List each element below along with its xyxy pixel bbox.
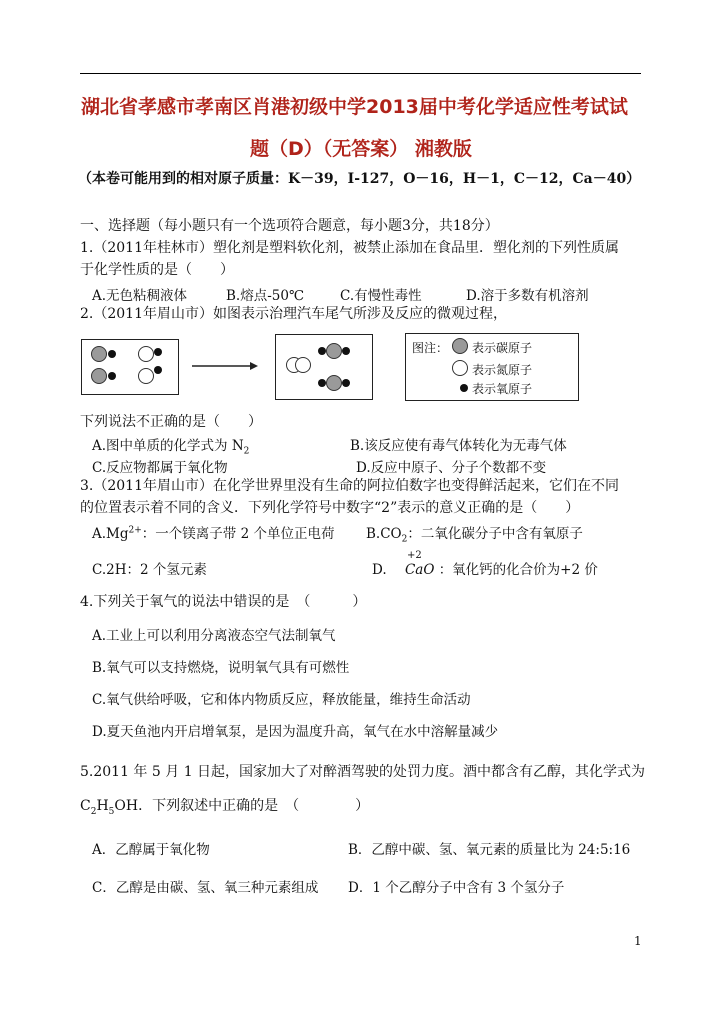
- q4-option-b: B.氧气可以支持燃烧，说明氧气具有可燃性: [92, 660, 350, 676]
- products-box: [275, 334, 373, 400]
- q1-option-c: C.有慢性毒性: [340, 288, 422, 304]
- q3-stem-line1: 3.（2011年眉山市）在化学世界里没有生命的阿拉伯数字也变得鲜活起来，它们在不同: [80, 478, 619, 494]
- reactants-box: [81, 339, 179, 395]
- q2-stem: 下列说法不正确的是（ ）: [80, 414, 262, 430]
- legend-carbon-label: 表示碳原子: [472, 341, 533, 355]
- nitrogen-atom-icon: [452, 360, 468, 376]
- oxygen-atom: [318, 347, 326, 355]
- q1-option-d: D.溶于多数有机溶剂: [466, 288, 589, 304]
- legend-nitrogen-label: 表示氮原子: [472, 363, 533, 377]
- q4-option-a: A.工业上可以利用分离液态空气法制氧气: [92, 628, 336, 644]
- q5-option-d: D．1 个乙醇分子中含有 3 个氢分子: [348, 880, 565, 896]
- q3-stem-line2: 的位置表示着不同的含义．下列化学符号中数字“2”表示的意义正确的是（ ）: [80, 500, 580, 516]
- q2-stem-line1: 2.（2011年眉山市）如图表示治理汽车尾气所涉及反应的微观过程，: [80, 306, 507, 322]
- valence-label: +2: [406, 550, 422, 561]
- q3-option-b: $B.CO_2$：二氧化碳分子中含有氧原子: [366, 526, 583, 545]
- atomic-mass-note: （本卷可能用到的相对原子质量：K－39，I-127，O－16，H－1，C－12，Ca－40）: [78, 171, 641, 187]
- oxygen-atom-icon: [460, 384, 468, 392]
- carbon-atom-icon: [452, 338, 468, 354]
- cao-formula: +2 CaO: [404, 550, 435, 578]
- oxygen-atom: [108, 350, 116, 358]
- nitrogen-atom: [138, 346, 154, 362]
- q4-option-c: C.氧气供给呼吸，它和体内物质反应，释放能量，维持生命活动: [92, 692, 471, 708]
- q2-option-d: D.反应中原子、分子个数都不变: [356, 460, 547, 476]
- oxygen-atom: [318, 379, 326, 387]
- q2-option-c: C.反应物都属于氧化物: [92, 460, 228, 476]
- oxygen-atom: [108, 372, 116, 380]
- q5-stem-line2: $C_2H_5OH$．下列叙述中正确的是 （ ）: [80, 798, 370, 817]
- carbon-atom: [91, 346, 107, 362]
- q3-option-c: C.2H：2 个氢元素: [92, 562, 207, 578]
- carbon-atom: [326, 343, 342, 359]
- q5-stem-line1: 5.2011 年 5 月 1 日起，国家加大了对醉酒驾驶的处罚力度。酒中都含有乙醇，其化学式为: [80, 764, 646, 780]
- oxygen-atom: [154, 366, 162, 374]
- q1-stem-line2: 于化学性质的是（ ）: [80, 262, 234, 278]
- oxygen-atom: [154, 348, 162, 356]
- q5-option-b: B．乙醇中碳、氢、氧元素的质量比为 24:5:16: [348, 842, 631, 858]
- q5-option-c: C．乙醇是由碳、氢、氧三种元素组成: [92, 880, 319, 896]
- document-title-line1: 湖北省孝感市孝南区肖港初级中学2013届中考化学适应性考试试: [81, 96, 628, 118]
- q3-option-a: $A.Mg^{2+}$：一个镁离子带 2 个单位正电荷: [92, 525, 335, 542]
- diagram-legend: [405, 333, 579, 401]
- q2-option-b: B.该反应使有毒气体转化为无毒气体: [350, 438, 567, 454]
- section-heading: 一、选择题（每小题只有一个选项符合题意，每小题3分，共18分）: [80, 218, 499, 234]
- document-title-line2: 题（D）（无答案） 湘教版: [250, 138, 472, 160]
- oxygen-atom: [342, 347, 350, 355]
- q1-option-a: A.无色粘稠液体: [92, 288, 188, 304]
- carbon-atom: [326, 375, 342, 391]
- q3-option-d: D. +2 CaO ：氧化钙的化合价为+2 价: [372, 550, 598, 578]
- nitrogen-atom: [138, 368, 154, 384]
- page-number: 1: [634, 934, 642, 948]
- q1-option-b: B.熔点-50℃: [226, 288, 305, 304]
- q4-option-d: D.夏天鱼池内开启增氧泵，是因为温度升高，氧气在水中溶解量减少: [92, 724, 499, 740]
- nitrogen-atom: [295, 357, 311, 373]
- oxygen-atom: [342, 379, 350, 387]
- q1-stem-line1: 1.（2011年桂林市）塑化剂是塑料软化剂，被禁止添加在食品里．塑化剂的下列性质属: [80, 240, 619, 256]
- q4-stem: 4.下列关于氧气的说法中错误的是 （ ）: [80, 594, 367, 610]
- header-rule: [80, 73, 641, 74]
- carbon-atom: [91, 368, 107, 384]
- legend-title: 图注：: [412, 341, 449, 355]
- legend-oxygen-label: 表示氧原子: [472, 382, 533, 396]
- reaction-arrow: [190, 360, 260, 372]
- q2-option-a: A.图中单质的化学式为 $N_2$: [92, 438, 250, 457]
- q5-option-a: A．乙醇属于氧化物: [92, 842, 210, 858]
